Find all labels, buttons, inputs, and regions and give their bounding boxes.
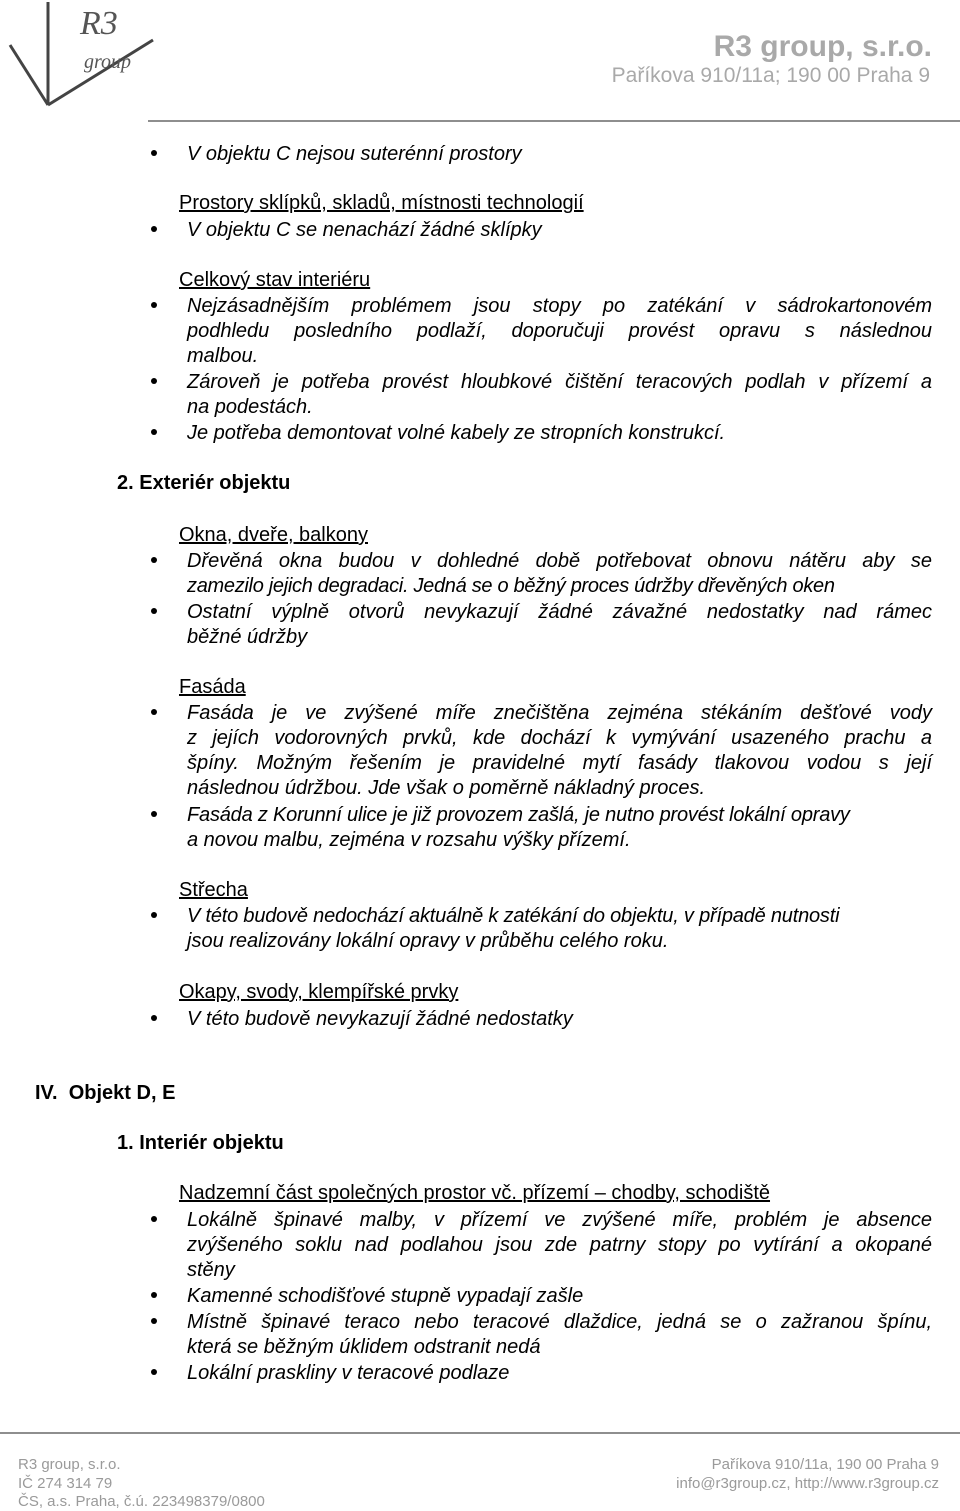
text-line: Lokální praskliny v teracové podlaze xyxy=(187,1362,510,1384)
bullet xyxy=(151,1292,157,1298)
bullet xyxy=(151,608,157,614)
text-line: Kamenné schodišťové stupně vypadají zašle xyxy=(187,1285,584,1307)
company-address: Paříkova 910/11a; 190 00 Praha 9 xyxy=(611,64,930,87)
subheading: Celkový stav interiéru xyxy=(179,269,371,291)
text-line: malbou. xyxy=(187,345,259,367)
section-heading: 2. Exteriér objektu xyxy=(117,472,291,494)
text-line: V této budově nevykazují žádné nedostatky xyxy=(187,1008,573,1030)
header-divider xyxy=(148,120,960,122)
subheading: Fasáda xyxy=(179,676,246,698)
subheading: Okna, dveře, balkony xyxy=(179,524,368,546)
text-line: špíny. Možným řešením je pravidelné mytí fasády tlakovou vodou s její xyxy=(187,752,932,774)
r3-group-logo xyxy=(8,0,158,110)
text-line: Zároveň je potřeba provést hloubkové čištění teracových podlah v přízemí a xyxy=(187,371,932,393)
footer-divider xyxy=(0,1432,960,1434)
bullet xyxy=(151,150,157,156)
text-line: podhledu posledního podlaží, doporučuji provést opravu s následnou xyxy=(187,320,932,342)
subheading: Nadzemní část společných prostor vč. přízemí – chodby, schodiště xyxy=(179,1182,771,1204)
subheading: Střecha xyxy=(179,879,248,901)
text-line: následnou údržbou. Jde však o poměrně nákladný proces. xyxy=(187,777,706,799)
text-line: Nejzásadnějším problémem jsou stopy po zatékání v sádrokartonovém xyxy=(187,295,932,317)
bullet xyxy=(151,302,157,308)
bullet xyxy=(151,1369,157,1375)
text-line: stěny xyxy=(187,1259,235,1281)
text-line: V objektu C se nenachází žádné sklípky xyxy=(187,219,542,241)
footer-ic: IČ 274 314 79 xyxy=(18,1475,113,1492)
bullet xyxy=(151,709,157,715)
text-line: která se běžným úklidem odstranit nedá xyxy=(187,1336,541,1358)
svg-text:group: group xyxy=(84,51,132,73)
text-line: na podestách. xyxy=(187,396,313,418)
text-line: Místně špinavé teraco nebo teracové dlaždice, jedná se o zažranou špínu, xyxy=(187,1311,932,1333)
text-line: jsou realizovány lokální opravy v průběhu celého roku. xyxy=(187,930,669,952)
bullet xyxy=(151,1318,157,1324)
text-line: zamezilo jejich degradaci. Jedná se o běžný proces údržby dřevěných oken xyxy=(187,575,835,597)
footer-address: Paříkova 910/11a, 190 00 Praha 9 xyxy=(711,1456,939,1473)
bullet xyxy=(151,429,157,435)
bullet xyxy=(151,1015,157,1021)
footer-bank: ČS, a.s. Praha, č.ú. 223498379/0800 xyxy=(18,1493,265,1510)
text-line: Dřevěná okna budou v dohledné době potřebovat obnovu nátěru aby se xyxy=(187,550,932,572)
text-line: Lokálně špinavé malby, v přízemí ve zvýšené míře, problém je absence xyxy=(187,1209,932,1231)
bullet xyxy=(151,811,157,817)
text-line: běžné údržby xyxy=(187,626,308,648)
bullet xyxy=(151,912,157,918)
text-line: zvýšeného soklu nad podlahou jsou zde patrny stopy po vytírání a okopané xyxy=(187,1234,932,1256)
company-name: R3 group, s.r.o. xyxy=(713,30,932,63)
text-line: V objektu C nejsou suterénní prostory xyxy=(187,143,522,165)
page-header xyxy=(0,0,960,125)
section-heading: 1. Interiér objektu xyxy=(117,1132,284,1154)
chapter-heading: IV. Objekt D, E xyxy=(35,1082,176,1104)
text-line: a novou malbu, zejména v rozsahu výšky přízemí. xyxy=(187,829,631,851)
text-line: z jejích vodorovných prvků, kde dochází k vymývání usazeného prachu a xyxy=(187,727,932,749)
footer-contact: info@r3group.cz, http://www.r3group.cz xyxy=(676,1475,939,1492)
bullet xyxy=(151,226,157,232)
text-line: Fasáda z Korunní ulice je již provozem zašlá, je nutno provést lokální opravy xyxy=(187,804,850,826)
bullet xyxy=(151,1216,157,1222)
subheading: Prostory sklípků, skladů, místnosti technologií xyxy=(179,192,584,214)
text-line: Ostatní výplně otvorů nevykazují žádné závažné nedostatky nad rámec xyxy=(187,601,932,623)
bullet xyxy=(151,378,157,384)
svg-text:R3: R3 xyxy=(80,5,118,42)
text-line: Je potřeba demontovat volné kabely ze stropních konstrukcí. xyxy=(187,422,726,444)
text-line: V této budově nedochází aktuálně k zatékání do objektu, v případě nutnosti xyxy=(187,905,840,927)
footer-company: R3 group, s.r.o. xyxy=(18,1456,121,1473)
subheading: Okapy, svody, klempířské prvky xyxy=(179,981,459,1003)
bullet xyxy=(151,557,157,563)
text-line: Fasáda je ve zvýšené míře znečištěna zejména stékáním dešťové vody xyxy=(187,702,932,724)
